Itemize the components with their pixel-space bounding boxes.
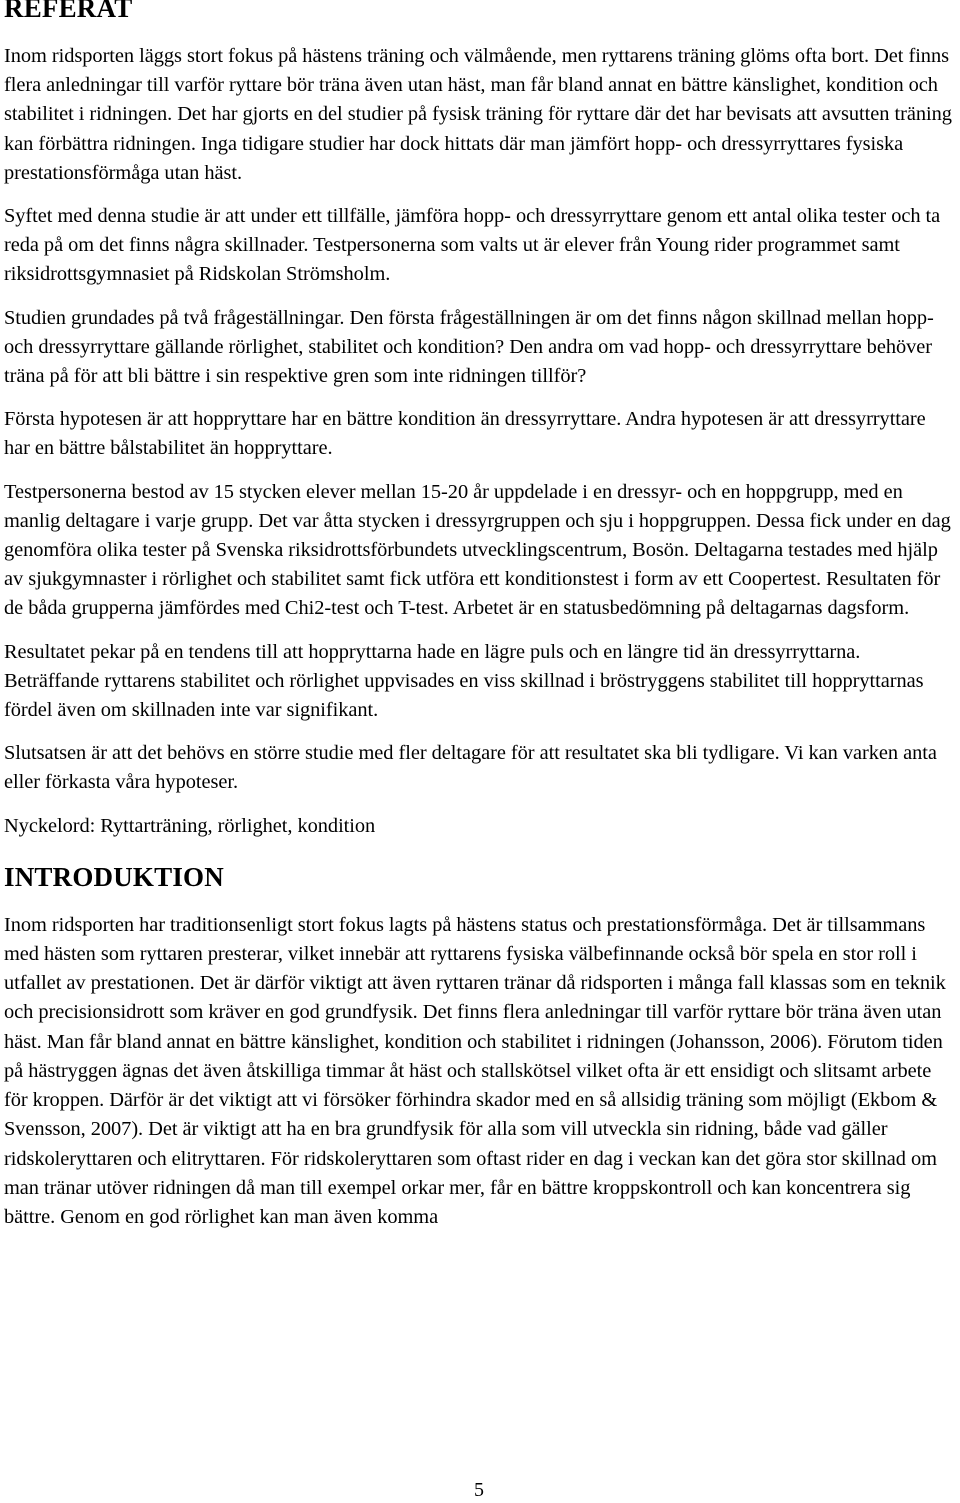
abstract-paragraph-method: Testpersonerna bestod av 15 stycken elever mellan 15-20 år uppdelade i en dressyr- och en hoppgrupp, med en manlig deltagare i varje grupp. Det var åtta stycken i dressyrgruppen och sju i hoppgruppen. Dessa fick under en dag genomföra olika tester på Svenska riksidrottsförbundets utvecklingscentrum, Bosön. Deltagarna testades med hjälp av sjukgymnaster i rörlighet och stabilitet samt fick utföra ett konditionstest i form av ett Coopertest. Resultaten för de båda grupperna jämfördes med Chi2-test och T-test. Arbetet är en statusbedömning på deltagarnas dagsform. (4, 480, 951, 620)
abstract-paragraph-results: Resultatet pekar på en tendens till att hoppryttarna hade en lägre puls och en längre tid än dressyrryttarna. Beträffande ryttarens stabilitet och rörlighet uppvisades en viss skillnad i bröstryggens stabilitet till hoppryttarnas fördel även om skillnaden inte var signifikant. (4, 640, 924, 722)
abstract-section (4, 42, 954, 841)
introduction-heading: INTRODUKTION (4, 861, 224, 892)
abstract-paragraph-conclusion: Slutsatsen är att det behövs en större studie med fler deltagare för att resultatet ska bli tydligare. Vi kan varken anta eller förkasta våra hypoteser. (4, 742, 937, 794)
abstract-heading: REFERAT (4, 0, 133, 23)
page-number: 5 (474, 1479, 484, 1501)
introduction-section (4, 911, 954, 1232)
abstract-paragraph-aim: Syftet med denna studie är att under ett tillfälle, jämföra hopp- och dressyrryttare genom ett antal olika tester och ta reda på om det finns några skillnader. Testpersonerna som valts ut är elever från Young rider programmet samt riksidrottsgymnasiet på Ridskolan Strömsholm. (4, 205, 941, 286)
abstract-paragraph-background: Inom ridsporten läggs stort fokus på hästens träning och välmående, men ryttarens träning glöms ofta bort. Det finns flera anledningar till varför ryttare bör träna även utan häst, man får bland annat en bättre känslighet, kondition och stabilitet i ridningen. Det har gjorts en del studier på fysisk träning för ryttare där det har bevisats att avsutten träning kan förbättra ridningen. Inga tidigare studier har dock hittats där man jämfört hopp- och dressyrryttares fysiska prestationsförmåga utan häst. (4, 45, 952, 184)
document-page (4, 0, 954, 1246)
abstract-paragraph-hypotheses: Första hypotesen är att hoppryttare har en bättre kondition än dressyrryttare. Andra hypotesen är att dressyrryttare har en bättre bålstabilitet än hoppryttare. (4, 408, 926, 460)
abstract-paragraph-questions: Studien grundades på två frågeställningar. Den första frågeställningen är om det finns någon skillnad mellan hopp- och dressyrryttare gällande rörlighet, stabilitet och kondition? Den andra om vad hopp- och dressyrryttare behöver träna på för att bli bättre i sin respektive gren som inte ridningen tillför? (4, 306, 934, 388)
introduction-paragraph: Inom ridsporten har traditionsenligt stort fokus lagts på hästens status och prestationsförmåga. Det är tillsammans med hästen som ryttaren presterar, vilket innebär att ryttarens fysiska välbefinnande också bör spela en stor roll i utfallet av prestationen. Det är därför viktigt att även ryttaren tränar då ridsporten i många fall klassas som en teknik och precisionsidrott som kräver en god grundfysik. Det finns flera anledningar till varför ryttare bör träna även utan häst. Man får bland annat en bättre känslighet, kondition och stabilitet i ridningen (Johansson, 2006). Förutom tiden på hästryggen ägnas det även åtskilliga timmar åt häst och stallskötsel vilket ofta är ett ensidigt och slitsamt arbete för kroppen. Därför är det viktigt att vi försöker förhindra skador med en så allsidig träning som möjligt (Ekbom & Svensson, 2007). Det är viktigt att ha en bra grundfysik för alla som vill utveckla sin ridning, både vad gäller ridskoleryttaren och elitryttaren. För ridskoleryttaren som oftast rider en dag i veckan kan det göra stor skillnad om man tränar utöver ridningen då man till exempel orkar mer, får en bättre kroppskontroll och kan koncentrera sig bättre. Genom en god rörlighet kan man även komma (4, 913, 946, 1228)
abstract-keywords: Nyckelord: Ryttarträning, rörlighet, kondition (4, 814, 376, 837)
